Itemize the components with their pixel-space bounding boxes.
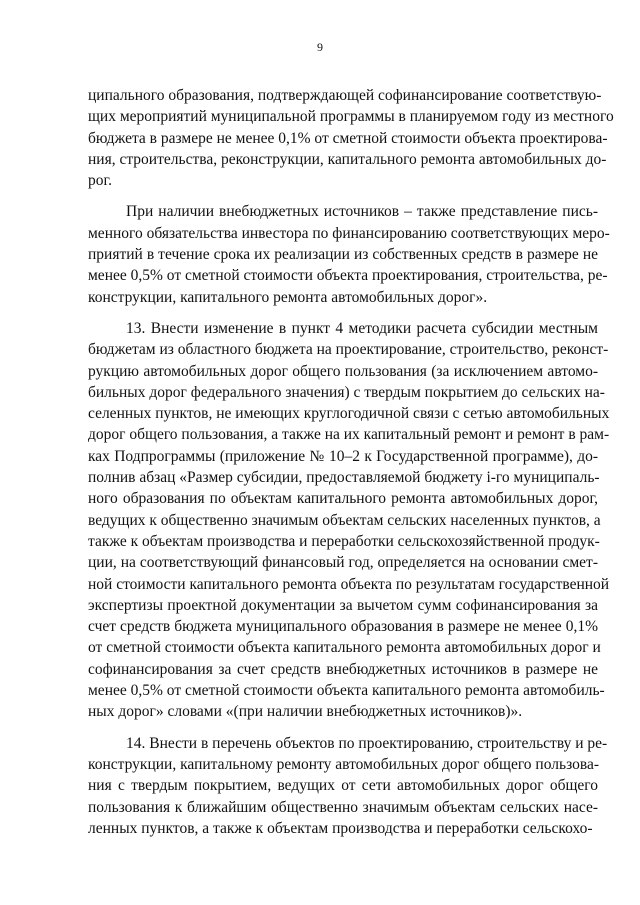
text-line: селенных пунктов, не имеющих круглогодичной связи с сетью автомобильных [88,405,610,423]
paragraph-gap [88,191,598,201]
text-line: полнив абзац «Размер субсидии, предоставляемой бюджету i-го муниципаль- [88,469,600,487]
text-line: бюджетам из областного бюджета на проектирование, строительство, реконст- [88,341,609,359]
paragraph [88,733,608,839]
paragraph-gap [88,723,598,733]
text-line: софинансирования за счет средств внебюджетных источников в размере не [88,660,598,678]
text-line: ведущих к общественно значимым объектам сельских населенных пунктов, а [88,511,601,529]
text-line: щих мероприятий муниципальной программы в планируемом году из местного [88,108,614,126]
text-line: также к объектам производства и переработки сельскохозяйственной продук- [88,532,600,550]
text-line: менее 0,5% от сметной стоимости объекта капитального ремонта автомобиль- [88,682,605,700]
text-line: ленных пунктов, а также к объектам производства и переработки сельскохо- [88,819,593,837]
text-line: бюджета в размере не менее 0,1% от сметной стоимости объекта проектирова- [88,129,608,147]
text-line: от сметной стоимости объекта капитального ремонта автомобильных дорог и [88,639,601,657]
text-line: ных дорог» словами «(при наличии внебюджетных источников)». [88,703,523,721]
text-line: ках Подпрограммы (приложение № 10–2 к Государственной программе), до- [88,447,598,465]
text-line: рукцию автомобильных дорог общего пользования (за исключением автомо- [88,362,598,380]
text-line: бильных дорог федерального значения) с твердым покрытием до сельских на- [88,383,605,401]
text-line: ципального образования, подтверждающей софинансирование соответствую- [88,87,602,104]
text-line: менее 0,5% от сметной стоимости объекта проектирования, строительства, ре- [88,267,608,285]
text-line: При наличии внебюджетных источников – также представление пись- [126,203,598,221]
text-line: конструкции, капитального ремонта автомобильных дорог». [88,288,488,306]
text-line: счет средств бюджета муниципального образования в размере не менее 0,1% [88,618,598,636]
text-line: 14. Внести в перечень объектов по проектированию, строительству и ре- [126,734,608,752]
text-line: экспертизы проектной документации за вычетом сумм софинансирования за [88,596,598,614]
text-line: конструкции, капитальному ремонту автомобильных дорог общего пользова- [88,755,600,773]
text-line: дорог общего пользования, а также на их капитальный ремонт и ремонт в рам- [88,426,610,444]
text-line: приятий в течение срока их реализации из собственных средств в размере не [88,246,598,264]
text-line: пользования к ближайшим общественно значимым объектам сельских насе- [88,798,598,816]
text-line: ния, строительства, реконструкции, капитального ремонта автомобильных до- [88,150,607,168]
paragraph [88,85,614,191]
text-line: ного образования по объектам капитального ремонта автомобильных дорог, [88,490,598,508]
text-line: менного обязательства инвестора по финансированию соответствующих меро- [88,224,610,242]
page-number: 9 [317,40,323,54]
text-line: рог. [88,172,112,190]
text-line: ния с твердым покрытием, ведущих от сети автомобильных дорог общего [88,777,598,795]
paragraph-gap [88,308,598,318]
paragraph [88,201,610,307]
text-line: ции, на соответствующий финансовый год, определяется на основании смет- [88,554,598,572]
text-line: ной стоимости капитального ремонта объекта по результатам государственной [88,575,610,593]
paragraph [88,318,610,723]
text-line: 13. Внести изменение в пункт 4 методики расчета субсидии местным [126,319,598,337]
document-body [88,85,614,839]
